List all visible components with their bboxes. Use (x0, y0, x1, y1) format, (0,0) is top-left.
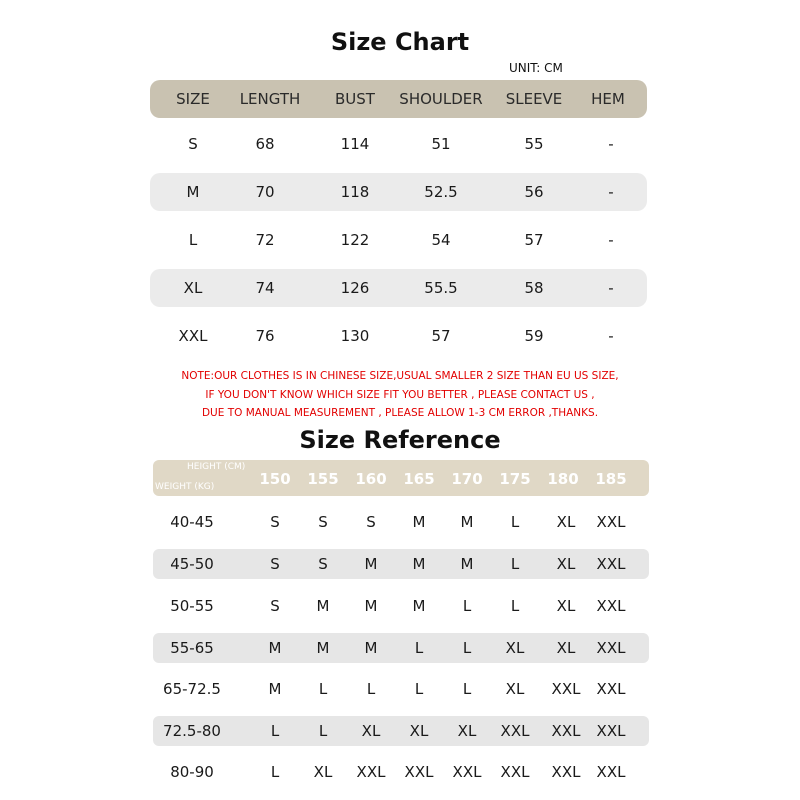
size-cell: XXL (500, 763, 530, 781)
size-cell: XL (409, 722, 429, 740)
header-hem: HEM (591, 90, 625, 108)
cell-hem: - (608, 327, 614, 345)
weight-value: 40-45 (170, 513, 214, 531)
cell-length: 76 (255, 327, 275, 345)
size-chart-row (150, 269, 647, 307)
height-value: 185 (595, 470, 627, 488)
size-cell: XXL (596, 722, 626, 740)
size-cell: M (364, 555, 378, 573)
height-value: 180 (547, 470, 579, 488)
size-cell: L (318, 722, 328, 740)
cell-shoulder: 52.5 (424, 183, 458, 201)
cell-length: 68 (255, 135, 275, 153)
cell-length: 70 (255, 183, 275, 201)
size-cell: L (462, 597, 472, 615)
size-cell: L (318, 680, 328, 698)
size-cell: L (462, 680, 472, 698)
height-value: 165 (403, 470, 435, 488)
cell-bust: 126 (340, 279, 370, 297)
size-chart-header (150, 80, 647, 118)
cell-hem: - (608, 135, 614, 153)
size-cell: XXL (404, 763, 434, 781)
size-cell: XL (505, 680, 525, 698)
size-cell: XL (556, 597, 576, 615)
size-cell: XXL (596, 639, 626, 657)
cell-size: XL (183, 279, 203, 297)
height-value: 150 (259, 470, 291, 488)
size-cell: XL (505, 639, 525, 657)
size-cell: XL (556, 513, 576, 531)
cell-size: L (188, 231, 198, 249)
size-cell: S (270, 597, 280, 615)
size-cell: M (316, 639, 330, 657)
size-cell: L (510, 513, 520, 531)
size-reference-row (153, 633, 649, 663)
weight-value: 55-65 (170, 639, 214, 657)
height-value: 155 (307, 470, 339, 488)
size-cell: XXL (551, 680, 581, 698)
weight-value: 45-50 (170, 555, 214, 573)
cell-bust: 118 (340, 183, 370, 201)
size-cell: XL (556, 639, 576, 657)
size-cell: XXL (356, 763, 386, 781)
size-cell: M (412, 555, 426, 573)
size-cell: M (412, 513, 426, 531)
size-cell: XL (457, 722, 477, 740)
header-length: LENGTH (239, 90, 301, 108)
size-cell: XXL (596, 555, 626, 573)
header-size: SIZE (176, 90, 210, 108)
cell-shoulder: 51 (431, 135, 451, 153)
size-cell: M (316, 597, 330, 615)
size-reference-row (153, 591, 649, 621)
size-reference-header (153, 460, 649, 496)
size-cell: L (510, 555, 520, 573)
size-cell: M (268, 680, 282, 698)
size-cell: S (270, 513, 280, 531)
size-cell: L (462, 639, 472, 657)
size-cell: M (460, 555, 474, 573)
cell-hem: - (608, 279, 614, 297)
cell-sleeve: 59 (524, 327, 544, 345)
size-chart-row (150, 317, 647, 355)
size-cell: XXL (500, 722, 530, 740)
cell-shoulder: 57 (431, 327, 451, 345)
cell-size: M (186, 183, 200, 201)
size-reference-row (153, 757, 649, 787)
size-cell: L (414, 639, 424, 657)
cell-bust: 130 (340, 327, 370, 345)
size-chart-row (150, 173, 647, 211)
note-line-1: NOTE:OUR CLOTHES IS IN CHINESE SIZE,USUAL SMALLER 2 SIZE THAN EU US SIZE, (181, 370, 619, 382)
header-bust: BUST (335, 90, 375, 108)
size-reference-row (153, 507, 649, 537)
cell-sleeve: 57 (524, 231, 544, 249)
size-chart-title: Size Chart (330, 28, 470, 56)
height-label: HEIGHT (CM) (187, 462, 246, 472)
weight-value: 72.5-80 (163, 722, 221, 740)
height-value: 160 (355, 470, 387, 488)
size-cell: XXL (596, 597, 626, 615)
size-cell: M (364, 597, 378, 615)
weight-value: 50-55 (170, 597, 214, 615)
header-shoulder: SHOULDER (399, 90, 483, 108)
weight-value: 80-90 (170, 763, 214, 781)
size-cell: L (270, 722, 280, 740)
note-line-2: IF YOU DON'T KNOW WHICH SIZE FIT YOU BETTER , PLEASE CONTACT US , (205, 389, 595, 401)
cell-size: S (188, 135, 198, 153)
size-cell: XXL (551, 763, 581, 781)
unit-label: UNIT: CM (509, 61, 563, 75)
size-cell: M (268, 639, 282, 657)
size-cell: M (364, 639, 378, 657)
cell-size: XXL (178, 327, 208, 345)
size-cell: XXL (596, 763, 626, 781)
size-cell: L (414, 680, 424, 698)
cell-hem: - (608, 231, 614, 249)
size-cell: L (366, 680, 376, 698)
cell-shoulder: 54 (431, 231, 451, 249)
size-cell: XXL (596, 513, 626, 531)
size-cell: S (270, 555, 280, 573)
cell-bust: 122 (340, 231, 370, 249)
size-cell: S (318, 555, 328, 573)
height-value: 175 (499, 470, 531, 488)
size-cell: M (460, 513, 474, 531)
size-cell: XXL (596, 680, 626, 698)
size-cell: M (412, 597, 426, 615)
weight-label: WEIGHT (KG) (155, 482, 215, 492)
size-cell: XXL (452, 763, 482, 781)
cell-sleeve: 58 (524, 279, 544, 297)
size-chart-row (150, 125, 647, 163)
height-value: 170 (451, 470, 483, 488)
weight-value: 65-72.5 (163, 680, 221, 698)
size-chart-row (150, 221, 647, 259)
note-line-3: DUE TO MANUAL MEASUREMENT , PLEASE ALLOW 1-3 CM ERROR ,THANKS. (201, 407, 599, 419)
cell-hem: - (608, 183, 614, 201)
size-cell: XL (361, 722, 381, 740)
size-reference-row (153, 549, 649, 579)
size-cell: XXL (551, 722, 581, 740)
cell-length: 74 (255, 279, 275, 297)
size-reference-title: Size Reference (299, 426, 501, 454)
size-reference-row (153, 674, 649, 704)
size-cell: L (270, 763, 280, 781)
cell-sleeve: 56 (524, 183, 544, 201)
header-sleeve: SLEEVE (505, 90, 563, 108)
cell-length: 72 (255, 231, 275, 249)
size-cell: S (366, 513, 376, 531)
cell-sleeve: 55 (524, 135, 544, 153)
size-cell: XL (556, 555, 576, 573)
size-cell: L (510, 597, 520, 615)
cell-bust: 114 (340, 135, 370, 153)
size-cell: XL (313, 763, 333, 781)
size-cell: S (318, 513, 328, 531)
size-reference-row (153, 716, 649, 746)
cell-shoulder: 55.5 (424, 279, 458, 297)
